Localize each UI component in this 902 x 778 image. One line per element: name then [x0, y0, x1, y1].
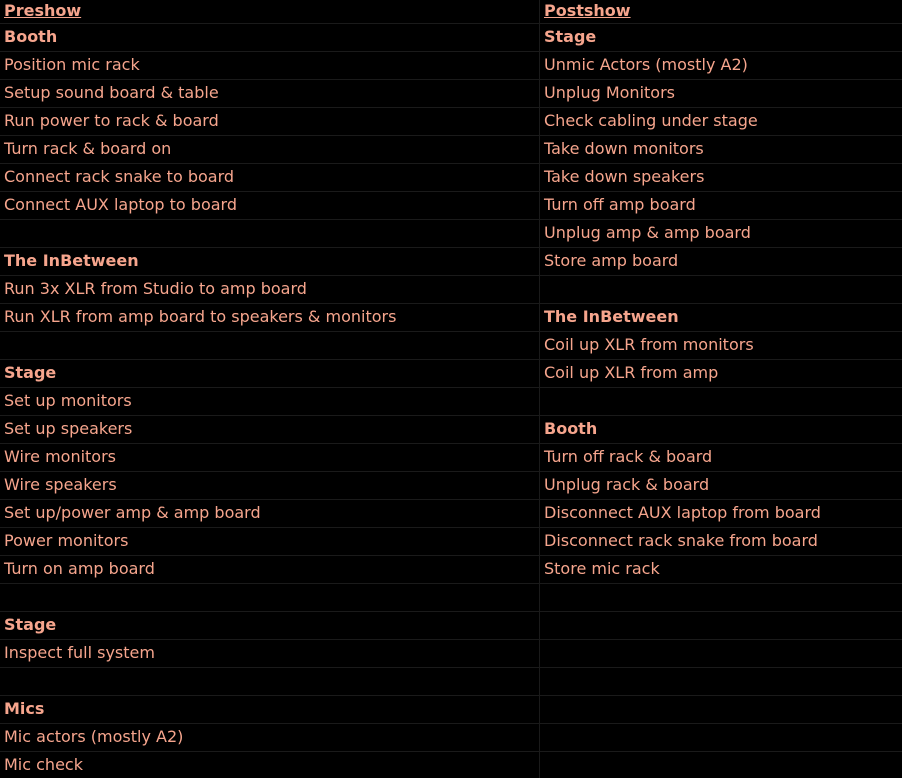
- postshow-checklist-item[interactable]: Unplug amp & amp board: [540, 220, 902, 248]
- preshow-section-heading[interactable]: The InBetween: [0, 248, 539, 276]
- postshow-checklist-item[interactable]: Disconnect AUX laptop from board: [540, 500, 902, 528]
- postshow-column: [540, 0, 902, 778]
- postshow-blank-row[interactable]: [540, 696, 902, 724]
- preshow-checklist-item[interactable]: Connect rack snake to board: [0, 164, 539, 192]
- postshow-blank-row[interactable]: [540, 276, 902, 304]
- preshow-checklist-item[interactable]: Run power to rack & board: [0, 108, 539, 136]
- postshow-blank-row[interactable]: [540, 584, 902, 612]
- preshow-checklist-item[interactable]: Mic actors (mostly A2): [0, 724, 539, 752]
- preshow-checklist-item[interactable]: Setup sound board & table: [0, 80, 539, 108]
- postshow-checklist-item[interactable]: Check cabling under stage: [540, 108, 902, 136]
- preshow-checklist-item[interactable]: Run XLR from amp board to speakers & monitors: [0, 304, 539, 332]
- postshow-checklist-item[interactable]: Store amp board: [540, 248, 902, 276]
- postshow-checklist-item[interactable]: Coil up XLR from monitors: [540, 332, 902, 360]
- postshow-checklist-item[interactable]: Store mic rack: [540, 556, 902, 584]
- postshow-section-heading[interactable]: The InBetween: [540, 304, 902, 332]
- postshow-column-title[interactable]: Postshow: [540, 0, 902, 24]
- preshow-checklist-item[interactable]: Wire speakers: [0, 472, 539, 500]
- preshow-checklist-item[interactable]: Power monitors: [0, 528, 539, 556]
- postshow-checklist-item[interactable]: Unplug rack & board: [540, 472, 902, 500]
- preshow-checklist-item[interactable]: Set up speakers: [0, 416, 539, 444]
- postshow-checklist-item[interactable]: Turn off rack & board: [540, 444, 902, 472]
- postshow-blank-row[interactable]: [540, 640, 902, 668]
- postshow-checklist-item[interactable]: Disconnect rack snake from board: [540, 528, 902, 556]
- preshow-section-heading[interactable]: Booth: [0, 24, 539, 52]
- postshow-blank-row[interactable]: [540, 752, 902, 778]
- preshow-checklist-item[interactable]: Inspect full system: [0, 640, 539, 668]
- preshow-checklist-item[interactable]: Mic check: [0, 752, 539, 778]
- postshow-checklist-item[interactable]: Turn off amp board: [540, 192, 902, 220]
- preshow-blank-row[interactable]: [0, 220, 539, 248]
- postshow-checklist-item[interactable]: Take down monitors: [540, 136, 902, 164]
- postshow-checklist-item[interactable]: Coil up XLR from amp: [540, 360, 902, 388]
- postshow-blank-row[interactable]: [540, 388, 902, 416]
- preshow-checklist-item[interactable]: Connect AUX laptop to board: [0, 192, 539, 220]
- preshow-blank-row[interactable]: [0, 584, 539, 612]
- preshow-checklist-item[interactable]: Set up monitors: [0, 388, 539, 416]
- preshow-checklist-item[interactable]: Set up/power amp & amp board: [0, 500, 539, 528]
- preshow-section-heading[interactable]: Stage: [0, 612, 539, 640]
- postshow-blank-row[interactable]: [540, 724, 902, 752]
- preshow-section-heading[interactable]: Stage: [0, 360, 539, 388]
- preshow-column-title[interactable]: Preshow: [0, 0, 539, 24]
- preshow-checklist-item[interactable]: Wire monitors: [0, 444, 539, 472]
- postshow-blank-row[interactable]: [540, 668, 902, 696]
- postshow-checklist-item[interactable]: Take down speakers: [540, 164, 902, 192]
- preshow-checklist-item[interactable]: Run 3x XLR from Studio to amp board: [0, 276, 539, 304]
- preshow-checklist-item[interactable]: Position mic rack: [0, 52, 539, 80]
- postshow-blank-row[interactable]: [540, 612, 902, 640]
- preshow-checklist-item[interactable]: Turn rack & board on: [0, 136, 539, 164]
- postshow-section-heading[interactable]: Booth: [540, 416, 902, 444]
- preshow-blank-row[interactable]: [0, 668, 539, 696]
- preshow-blank-row[interactable]: [0, 332, 539, 360]
- preshow-section-heading[interactable]: Mics: [0, 696, 539, 724]
- postshow-section-heading[interactable]: Stage: [540, 24, 902, 52]
- postshow-checklist-item[interactable]: Unplug Monitors: [540, 80, 902, 108]
- preshow-checklist-item[interactable]: Turn on amp board: [0, 556, 539, 584]
- postshow-checklist-item[interactable]: Unmic Actors (mostly A2): [540, 52, 902, 80]
